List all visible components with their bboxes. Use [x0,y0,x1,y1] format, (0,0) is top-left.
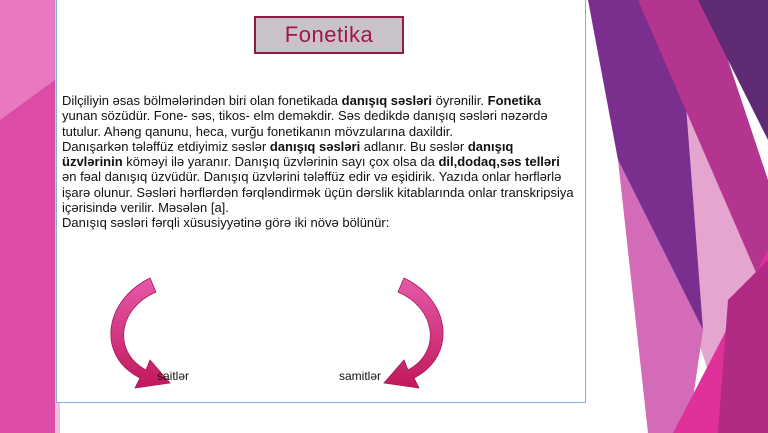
text-run: köməyi ilə yaranır. Danışıq üzvlərinin sayı çox olsa da [122,154,439,170]
right-curved-arrow-icon [384,278,443,388]
text-run: ən fəal danışıq üzvüdür. Danışıq üzvlərini tələffüz edir və eşidirik. Yazıda onlar hərflərlə işarə olunur. Səsləri hərflərdən fərqləndirmək üçün dərslik kitablarında onlar transkripsiya içərisində verilir. Məsələn [a]. [62,169,574,216]
text-run: yunan sözüdür. Fone- səs, tikos- elm deməkdir. Səs dedikdə danışıq səsləri nəzərdə tutulur. Ahəng qanunu, heca, vurğu fonetikanın mövzularına daxildir. [62,108,548,139]
bold-term: danışıq səsləri [269,138,361,154]
text-run: öyrənilir. [431,93,488,108]
label-consonants: samitlər [339,369,382,383]
text-run: Danışıq səsləri fərqli xüsusiyyətinə görə iki növə bölünür: [62,215,390,231]
bold-term: danışıq üzvlərinin [62,138,514,170]
text-run: Danışarkən tələffüz etdiyimiz səslər [62,138,270,154]
text-run: Dilçiliyin əsas bölmələrindən biri olan fonetikada [62,93,342,108]
label-vowels: saitlər [157,369,190,383]
bold-term: danışıq səsləri [341,93,432,108]
text-run: adlanır. Bu səslər [360,138,468,154]
bold-term: dil,dodaq,səs telləri [438,154,560,170]
slide-title: Fonetika [284,22,374,47]
bold-term: Fonetika [487,93,542,108]
